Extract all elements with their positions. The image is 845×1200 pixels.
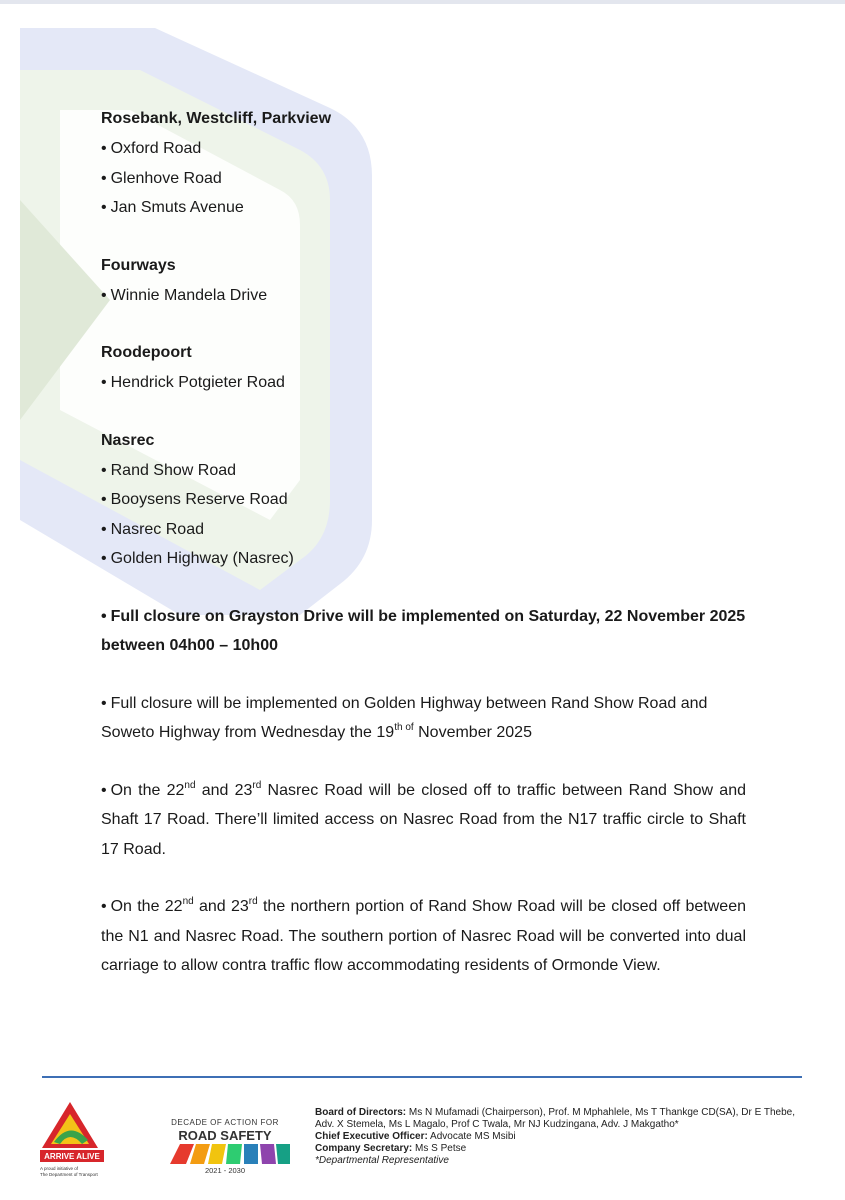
road-name: Glenhove Road xyxy=(110,169,222,187)
notice-text: the northern portion of Rand Show Road will be closed off between the N1 and Nasrec Road. The southern portion of Nasrec Road will be converted into dual carriage to allow contra traffic flow accommodating residents of Ormonde View. xyxy=(101,898,747,974)
arrive-alive-department: The Department of Transport xyxy=(40,1172,98,1177)
road-item xyxy=(101,281,746,311)
bullet-glyph: • xyxy=(101,781,107,799)
bullet-glyph: • xyxy=(101,169,107,187)
bullet-glyph: • xyxy=(101,374,107,391)
notice-text: and 23 xyxy=(195,781,253,799)
document-body xyxy=(101,104,746,1009)
notice-nasrec-road xyxy=(101,776,746,865)
road-item xyxy=(101,544,746,574)
board-label: Board of Directors: xyxy=(315,1107,407,1118)
bullet-glyph: • xyxy=(101,461,107,479)
road-item xyxy=(101,485,746,515)
secretary-line xyxy=(315,1143,810,1155)
bullet-glyph: • xyxy=(101,491,107,508)
road-item xyxy=(101,134,746,164)
footer-rule xyxy=(42,1076,802,1078)
road-name: Winnie Mandela Drive xyxy=(110,286,268,304)
road-item xyxy=(101,193,746,223)
area-nasrec xyxy=(101,426,746,574)
road-item xyxy=(101,368,746,398)
board-info xyxy=(315,1107,810,1167)
bullet-glyph: • xyxy=(101,694,107,712)
bullet-glyph: • xyxy=(101,199,107,216)
area-roodepoort xyxy=(101,338,746,398)
road-name: Booysens Reserve Road xyxy=(110,491,288,508)
notice-text: and 23 xyxy=(193,898,249,915)
road-safety-logo xyxy=(150,1118,300,1180)
road-name: Golden Highway (Nasrec) xyxy=(110,550,294,567)
road-item xyxy=(101,456,746,486)
area-heading: Roodepoort xyxy=(101,344,192,361)
notice-text-end: November 2025 xyxy=(413,724,532,741)
area-heading: Fourways xyxy=(101,256,176,274)
area-fourways xyxy=(101,251,746,311)
road-name: Jan Smuts Avenue xyxy=(110,199,244,216)
bullet-glyph: • xyxy=(101,286,107,304)
road-safety-title: ROAD SAFETY xyxy=(178,1128,272,1143)
bullet-glyph: • xyxy=(101,550,107,567)
arrive-alive-tagline: A proud initiative of xyxy=(40,1166,79,1171)
ordinal-suffix: nd xyxy=(182,896,194,907)
notice-golden-highway xyxy=(101,689,746,748)
arrive-alive-logo xyxy=(40,1100,120,1180)
road-stripes-icon xyxy=(170,1144,290,1164)
footnote-text: *Departmental Representative xyxy=(315,1155,449,1166)
notice-rand-show-road xyxy=(101,892,746,981)
notice-text: Nasrec Road will be closed off to traffic between Rand Show and Shaft 17 Road. There’ll limited access on Nasrec Road from the N17 traffic circle to Shaft 17 Road. xyxy=(101,781,746,858)
board-directors xyxy=(315,1107,810,1131)
ceo-text: Advocate MS Msibi xyxy=(430,1131,516,1142)
ordinal-suffix: nd xyxy=(184,779,196,791)
notice-text: On the 22 xyxy=(110,781,185,799)
notice-text: Full closure on Grayston Drive will be implemented on Saturday, 22 November 2025 between 04h00 – 10h00 xyxy=(101,607,746,654)
road-name: Oxford Road xyxy=(110,140,202,157)
notice-text: On the 22 xyxy=(110,898,183,915)
notice-grayston xyxy=(101,602,746,661)
board-text: Ms N Mufamadi (Chairperson), Prof. M Mphahlele, Ms T Thankge CD(SA), Dr E Thebe, Adv. X Stemela, Ms L Magalo, Prof C Twala, Mr NJ Kudzingana, Adv. J Makgatho* xyxy=(315,1107,795,1130)
ordinal-suffix: th of xyxy=(394,722,414,733)
bullet-glyph: • xyxy=(101,140,107,157)
footnote xyxy=(315,1155,810,1167)
ordinal-suffix: rd xyxy=(248,896,258,907)
area-rosebank xyxy=(101,104,746,223)
bullet-glyph: • xyxy=(101,520,107,538)
ceo-label: Chief Executive Officer: xyxy=(315,1131,428,1142)
road-item xyxy=(101,515,746,545)
secretary-label: Company Secretary: xyxy=(315,1143,413,1154)
road-name: Hendrick Potgieter Road xyxy=(110,374,285,391)
ceo-line xyxy=(315,1131,810,1143)
secretary-text: Ms S Petse xyxy=(415,1143,467,1154)
road-name: Nasrec Road xyxy=(110,520,204,538)
road-item xyxy=(101,164,746,194)
notice-text: Full closure will be implemented on Golden Highway between Rand Show Road and Soweto Highway from Wednesday the 19 xyxy=(101,694,708,741)
bullet-glyph: • xyxy=(101,898,107,915)
bullet-glyph: • xyxy=(101,607,107,625)
arrive-alive-name: ARRIVE ALIVE xyxy=(44,1152,100,1161)
road-safety-subtitle: DECADE OF ACTION FOR xyxy=(171,1118,279,1127)
area-heading: Nasrec xyxy=(101,431,155,449)
ordinal-suffix: rd xyxy=(252,779,262,791)
road-safety-years: 2021 - 2030 xyxy=(204,1166,246,1175)
road-name: Rand Show Road xyxy=(110,461,237,479)
area-heading: Rosebank, Westcliff, Parkview xyxy=(101,110,332,127)
